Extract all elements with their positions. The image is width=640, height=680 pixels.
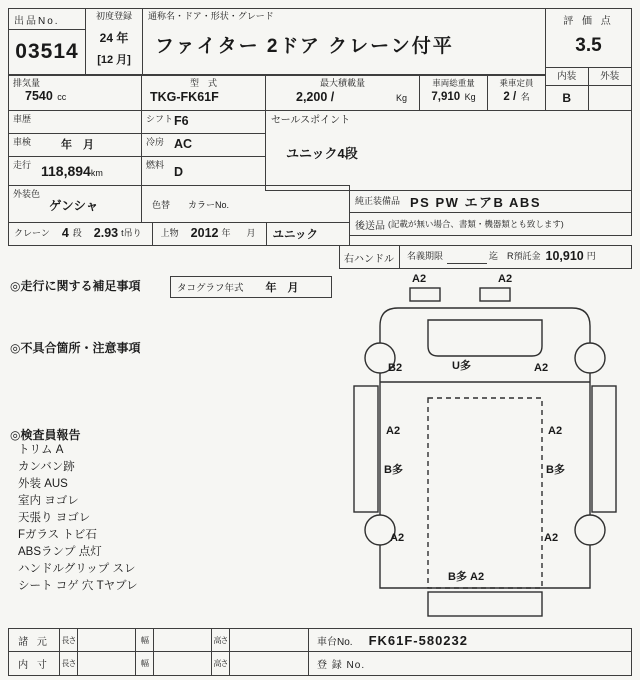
inspector-report-item: ABSランプ 点灯 <box>18 546 102 558</box>
bed-inner-dashed <box>428 398 542 588</box>
later-shipment-row <box>349 212 632 236</box>
inspector-report-item: 天張り ヨゴレ <box>18 512 91 524</box>
model-value: TKG-FK61F <box>150 90 219 105</box>
crane-divider-1 <box>152 223 153 245</box>
spec-length-label: 長さ <box>59 628 78 652</box>
shift-value: F6 <box>174 114 189 129</box>
fuel-cell <box>141 156 266 186</box>
right-side-gate <box>592 386 616 512</box>
front-marker-right <box>480 288 510 301</box>
inspection-label: 車検 <box>13 137 32 147</box>
windshield <box>428 320 542 356</box>
first-registration-cell <box>85 8 143 75</box>
shift-label: シフト <box>146 114 174 124</box>
max-load-label: 最大積載量 <box>319 78 365 88</box>
crane-label: クレーン <box>14 228 50 239</box>
aircon-cell <box>141 133 266 157</box>
spec-length-value <box>77 628 136 652</box>
sales-point-value: ユニック4段 <box>286 146 358 161</box>
crane-capacity-unit: t吊り <box>121 228 142 239</box>
shift-cell <box>141 110 266 134</box>
truck-top-view-svg <box>340 272 632 624</box>
inspector-report-item: 外装 AUS <box>18 478 68 490</box>
exterior-color-label: 外装色 <box>13 189 41 199</box>
fuel-value: D <box>174 165 184 180</box>
lot-number-value: 03514 <box>8 29 86 75</box>
max-load-value: 2,200 / <box>296 90 335 105</box>
capacity-label: 乗車定員 <box>499 78 534 88</box>
damage-cab-right: A2 <box>534 362 549 374</box>
rear-wheel-right <box>575 515 605 545</box>
inspector-report-item: カンバン跡 <box>18 461 75 473</box>
deposit-value: 10,910 <box>545 249 584 264</box>
model-label: 型 式 <box>189 78 217 88</box>
vehicle-name-cell <box>142 8 546 75</box>
damage-lower-left: B多 <box>384 464 403 476</box>
damage-mid-right: A2 <box>548 425 563 437</box>
capacity-value: 2 / <box>503 91 517 103</box>
deadline-blank <box>447 251 487 264</box>
later-shipment-note: (記載が無い場合、書類・機器類とも致します) <box>388 219 564 229</box>
max-load-cell <box>265 75 420 111</box>
inspector-report-item: トリム A <box>18 444 64 456</box>
damage-bottom-center: B多 A2 <box>448 571 485 583</box>
damage-cab-center: U多 <box>452 360 471 372</box>
gvw-label: 車両総重量 <box>432 78 475 88</box>
first-registration-month: [12 月] <box>97 53 131 66</box>
mileage-value: 118,894 <box>41 163 91 179</box>
spec-width-value <box>153 628 212 652</box>
capacity-cell <box>487 75 546 111</box>
damage-mid-left: A2 <box>386 425 401 437</box>
crane-row <box>8 222 350 246</box>
model-cell <box>141 75 266 111</box>
damage-rear-left: A2 <box>390 532 405 544</box>
first-registration-label: 初度登録 <box>95 11 132 21</box>
later-shipment-label: 後送品 <box>355 220 385 232</box>
body-year: 2012 <box>190 226 219 241</box>
tachograph-label: タコグラフ年式 <box>177 283 244 294</box>
inspector-report-title: ◎検査員報告 <box>10 428 81 442</box>
deadline-until: 迄 <box>489 251 499 262</box>
body-label: 上物 <box>160 228 179 239</box>
body-year-unit: 年 <box>221 228 231 239</box>
damage-lower-right: B多 <box>546 464 565 476</box>
sales-point-box <box>265 110 632 191</box>
exterior-grade-label: 外装 <box>589 68 632 86</box>
inspector-report-item: Fガラス トビ石 <box>18 529 97 541</box>
chassis-cell <box>308 628 632 652</box>
inner-length-value <box>77 651 136 676</box>
gvw-value: 7,910 <box>431 91 461 103</box>
deposit-label: R預託金 <box>507 251 541 262</box>
inner-height-value <box>229 651 309 676</box>
history-cell <box>8 110 142 134</box>
mileage-note-title: ◎走行に関する補足事項 <box>10 279 141 293</box>
crane-divider-2 <box>266 223 267 245</box>
mileage-unit: km <box>90 168 103 178</box>
damage-front-left: A2 <box>412 273 427 285</box>
inspection-cell <box>8 133 142 157</box>
registration-label: 登 録 No. <box>317 660 366 671</box>
displacement-value: 7540 <box>25 89 53 103</box>
equipment-label: 純正装備品 <box>355 195 401 206</box>
fuel-label: 燃料 <box>146 160 165 170</box>
displacement-cell <box>8 75 142 111</box>
mileage-cell <box>8 156 142 186</box>
color-no-label: カラーNo. <box>188 200 230 210</box>
grades-box <box>545 67 632 111</box>
score-label: 評 価 点 <box>563 16 614 27</box>
exterior-color-cell <box>8 185 142 223</box>
sales-point-label: セールスポイント <box>271 115 351 126</box>
spec-height-value <box>229 628 309 652</box>
score-cell <box>545 8 632 68</box>
recolor-label: 色替 <box>152 200 171 210</box>
interior-grade-label: 内装 <box>546 68 589 86</box>
chassis-label: 車台No. <box>317 636 353 648</box>
inspector-report-item: ハンドルグリップ スレ <box>18 563 136 575</box>
tachograph-value: 年 月 <box>265 282 299 294</box>
front-wheel-right <box>575 343 605 373</box>
crane-stages: 4 <box>61 226 69 241</box>
defect-title: ◎不具合箇所・注意事項 <box>10 341 141 355</box>
handle-row <box>339 245 632 269</box>
damage-diagram <box>340 272 632 624</box>
body-month-unit: 月 <box>246 228 256 239</box>
inner-width-label: 幅 <box>135 651 154 676</box>
spec-height-label: 高さ <box>211 628 230 652</box>
left-side-gate <box>354 386 378 512</box>
truck-body-outline <box>380 308 590 588</box>
handle-divider <box>399 246 400 268</box>
inspection-value: 年 月 <box>61 139 94 151</box>
spec-row-label: 諸 元 <box>8 628 60 652</box>
registration-cell <box>308 651 632 676</box>
capacity-unit: 名 <box>520 92 530 102</box>
history-label: 車歴 <box>13 114 32 124</box>
inspector-report-item: 室内 ヨゴレ <box>18 495 79 507</box>
equipment-value: PS PW エアB ABS <box>410 195 541 210</box>
inner-height-label: 高さ <box>211 651 230 676</box>
rear-gate <box>428 592 542 616</box>
inner-row-label: 内 寸 <box>8 651 60 676</box>
damage-cab-left: B2 <box>388 362 403 374</box>
inspector-report-list <box>18 442 138 595</box>
mileage-label: 走行 <box>13 160 32 170</box>
deadline-label: 名義期限 <box>407 251 444 262</box>
aircon-label: 冷房 <box>146 137 165 147</box>
equipment-row <box>349 190 632 213</box>
gvw-unit: Kg <box>464 92 476 102</box>
crane-capacity: 2.93 <box>93 226 119 241</box>
displacement-label: 排気量 <box>13 78 41 88</box>
score-value: 3.5 <box>575 35 602 56</box>
exterior-grade-value <box>589 86 632 110</box>
chassis-value: FK61F-580232 <box>368 632 469 648</box>
spec-width-label: 幅 <box>135 628 154 652</box>
gvw-cell <box>419 75 488 111</box>
inspector-report-item: シート コゲ 穴 Tヤブレ <box>18 580 138 592</box>
tachograph-box <box>170 276 332 298</box>
front-marker-left <box>410 288 440 301</box>
first-registration-year: 24 年 <box>99 30 129 45</box>
exterior-color-value: ゲンシャ <box>49 199 99 214</box>
crane-stages-unit: 段 <box>72 228 82 239</box>
aircon-value: AC <box>174 137 193 152</box>
deposit-unit: 円 <box>586 251 596 262</box>
interior-grade-value: B <box>546 86 589 110</box>
lot-number-label: 出品No. <box>8 8 86 30</box>
inner-length-label: 長さ <box>59 651 78 676</box>
inner-width-value <box>153 651 212 676</box>
handle-label: 右ハンドル <box>344 253 394 265</box>
body-maker: ユニック <box>272 229 319 241</box>
vehicle-name-value: ファイター 2ドア クレーン付平 <box>155 35 454 57</box>
damage-rear-right: A2 <box>544 532 559 544</box>
max-load-unit: Kg <box>395 93 407 104</box>
displacement-unit: cc <box>57 92 67 102</box>
vehicle-name-label: 通称名・ドア・形状・グレード <box>148 11 274 21</box>
damage-front-right: A2 <box>498 273 513 285</box>
